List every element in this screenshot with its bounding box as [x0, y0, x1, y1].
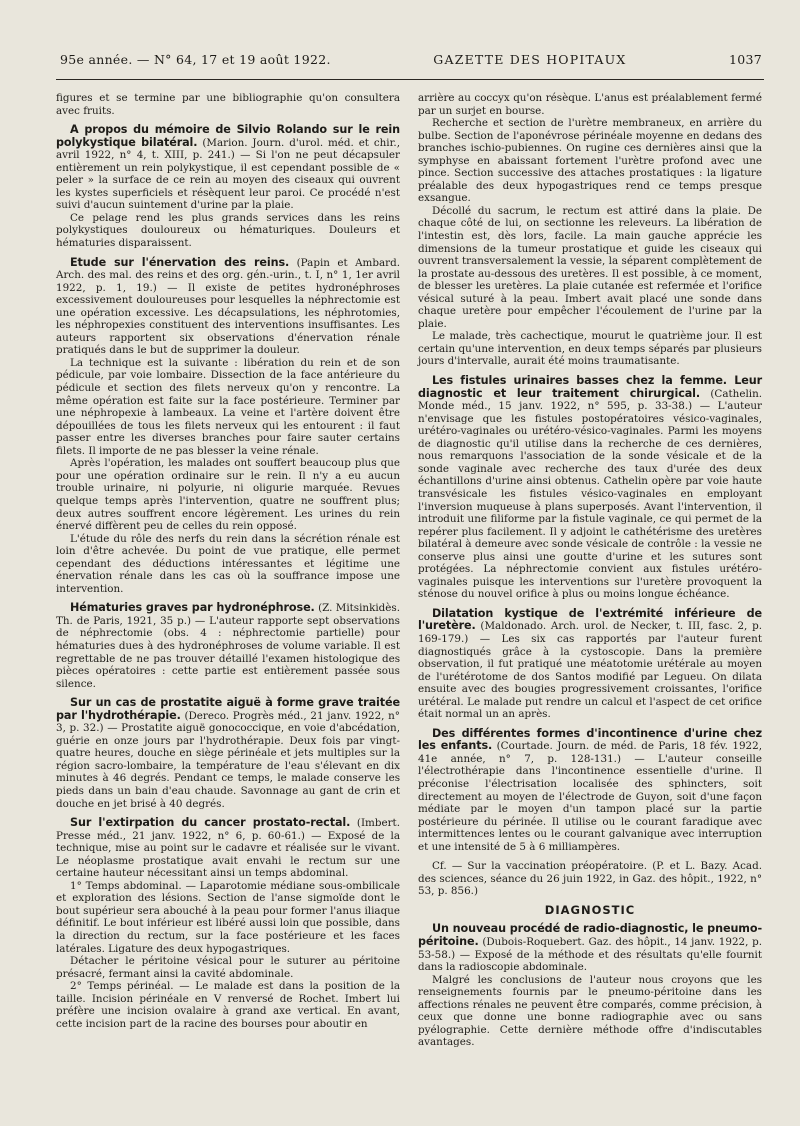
article-paragraph	[56, 602, 400, 690]
article-heading: Etude sur l'énervation des reins.	[70, 255, 290, 269]
article-heading: Les fistules urinaires basses chez la femme. Leur diagnostic et leur traitement chirurgical.	[418, 374, 762, 400]
header-rule	[56, 79, 764, 80]
article-paragraph	[56, 124, 400, 212]
article-paragraph	[56, 92, 400, 117]
page-header	[60, 52, 762, 74]
paragraph-text: — L'auteur conseille l'électrothérapie dans l'incontinence essentielle d'urine. Il préconise l'électrisation localisée des sphincters, soit directement au moyen de l'électrode de Guyon, soit d'une façon médiate par le moyen d'un tampon placé sur la partie postérieure du périnée. Il utilise ou le courant faradique avec intermittences lentes ou le courant galvanique avec interruption et une intensité de 5 à 6 milliampères.	[418, 752, 762, 853]
article-citation: (Cathelin. Monde méd., 15 janv. 1922, n° 595, p. 33-38.)	[418, 387, 763, 413]
paragraph-text: Décollé du sacrum, le rectum est attiré dans la plaie. De chaque côté de lui, on sectionne les releveurs. La libération de l'intestin est, dès lors, facile. La main gauche apprécie les dimensions de la tumeur prostatique et guide les ciseaux qui ouvrent transversalement la vessie, la séparent complètement de la prostate au-dessous des uretères. Il est possible, à ce moment, de blesser les uretères. La plaie cutanée est refermée et l'orifice vésical suturé à la peau. Imbert avait placé une sonde dans chaque uretère pour empêcher l'écoulement de l'urine par la plaie.	[418, 204, 762, 330]
article	[56, 817, 400, 1030]
article	[418, 728, 762, 853]
paragraph-text: L'étude du rôle des nerfs du rein dans la sécrétion rénale est loin d'être achevée. Du point de vue pratique, elle permet cependant des déductions intéressantes et légitime une énervation rénale dans les cas où la souffrance impose une intervention.	[56, 532, 400, 595]
paragraph-text: arrière au coccyx qu'on résèque. L'anus est préalablement fermé par un surjet en bourse.	[418, 92, 762, 117]
article-paragraph	[418, 608, 762, 721]
article-citation: (Dubois-Roquebert. Gaz. des hôpit., 14 janv. 1922, p. 53-58.)	[418, 936, 762, 961]
article	[56, 124, 400, 249]
article-heading: Dilatation kystique de l'extrémité inférieure de l'uretère.	[418, 606, 762, 633]
paragraph-text: 2° Temps périnéal. — Le malade est dans la position de la taille. Incision périnéale en V renversé de Rochet. Imbert lui préfère une incision ovalaire à grand axe vertical. En avant, cette incision part de la racine des bourses pour aboutir en	[56, 980, 400, 1030]
journal-title: GAZETTE DES HOPITAUX	[433, 52, 627, 67]
article-paragraph	[418, 728, 762, 853]
article-paragraph	[56, 533, 400, 596]
paragraph-text: La technique est la suivante : libération du rein et de son pédicule, par voie lombaire. Dissection de la face antérieure du pédicule et section des filets nerveux qu'on y rencontre. La même opération est faite sur la face postérieure. Terminer par une néphropexie à lambeaux. La veine et l'artère doivent être dépouillées de tous les filets nerveux qui les entourent : il faut passer entre les diverses branches pour faire sauter certains filets. Il importe de ne pas blesser la veine rénale.	[56, 356, 400, 457]
article	[56, 602, 400, 690]
paragraph-text: — Prostatite aiguë gonococcique, en voie d'abcédation, guérie en onze jours par l'hydrothérapie. Deux fois par vingt-quatre heures, douche en siège périnéale et jets multiples sur la région sacro-lombaire, la température de l'eau s'élevant en dix minutes à 46 degrés. Pendant ce temps, le malade conserve les pieds dans un bain d'eau chaude. Savonnage au gant de crin et douche en jet brisé à 40 degrés.	[56, 722, 400, 810]
article-paragraph	[418, 974, 762, 1049]
article	[418, 608, 762, 721]
article-paragraph	[418, 375, 762, 601]
paragraph-text: — Exposé de la technique, mise au point sur le cadavre et réalisée sur le vivant. Le néoplasme prostatique avait envahi le rectum sur une certaine hauteur nécessitant ainsi un temps abdominal.	[56, 829, 400, 880]
article-paragraph	[56, 880, 400, 955]
paragraph-text: — Si l'on ne peut décapsuler entièrement un rein polykystique, il est cependant possible de « peler » la surface de ce rein au moyen des ciseaux qui ouvrent les kystes superficiels et résèquent leur paroi. Ce procédé n'est suivi d'aucun suintement d'urine par la plaie.	[56, 149, 400, 212]
paragraph-text: Après l'opération, les malades ont souffert beaucoup plus que pour une opération ordinaire sur le rein. Il n'y a eu aucun trouble urinaire, ni polyurie, ni oligurie marquée. Revues quelque temps après l'intervention, quatre ne souffrent plus; deux autres souffrent encore légèrement. Les urines du rein énervé diffèrent peu de celles du rein opposé.	[56, 457, 400, 533]
issue-info: 95e année. — N° 64, 17 et 19 août 1922.	[60, 52, 331, 67]
section-heading: DIAGNOSTIC	[544, 902, 636, 917]
article-heading: Des différentes formes d'incontinence d'urine chez les enfants.	[418, 726, 762, 753]
paragraph-text: Malgré les conclusions de l'auteur nous croyons que les renseignements fournis par le pneumo-péritoine dans les affections rénales ne peuvent être comparés, comme précision, à ceux que donne une bonne radiographie avec ou sans pyélographie. Cette dernière méthode offre d'indiscutables avantages.	[418, 973, 762, 1049]
article-heading: A propos du mémoire de Silvio Rolando sur le rein polykystique bilatéral.	[56, 123, 400, 149]
article-citation: (Imbert. Presse méd., 21 janv. 1922, n° 6, p. 60-61.)	[56, 817, 400, 842]
article-citation: (Z. Mitsinkidès. Th. de Paris, 1921, 35 p.)	[56, 602, 401, 627]
article-citation: (Courtade. Journ. de méd. de Paris, 18 fév. 1922, 41e année, n° 7, p. 128-131.)	[418, 740, 762, 765]
article-paragraph	[418, 92, 762, 117]
article	[56, 92, 400, 117]
article	[418, 92, 762, 368]
paragraph-text: figures et se termine par une bibliographie qu'on consultera avec fruits.	[56, 92, 400, 117]
article-citation: (Marion. Journ. d'urol. méd. et chir., avril 1922, n° 4, t. XIII, p. 241.)	[56, 136, 400, 162]
paragraph-text: — L'auteur rapporte sept observations de néphrectomie (obs. 4 : néphrectomie partielle) pour hématuries dues à des hydronéphroses de volume variable. Il est regrettable de ne pas trouver détaillé l'examen histologique des pièces opératoires : cette partie est entièrement passée sous silence.	[56, 614, 400, 690]
article-paragraph	[56, 697, 400, 810]
article	[56, 697, 400, 810]
article-paragraph	[418, 860, 762, 898]
article-paragraph	[418, 923, 762, 973]
article-citation: (Maldonado. Arch. urol. de Necker, t. III, fasc. 2, p. 169-179.)	[418, 620, 762, 645]
left-column	[56, 92, 400, 1030]
paragraph-text: — Il existe de petites hydronéphroses excessivement douloureuses pour lesquelles la néphrectomie est une opération excessive. Les décapsulations, les néphrotomies, les néphropexies constituent des interventions insuffisantes. Les auteurs rapportent six observations d'énervation rénale pratiqués dans le but de supprimer la douleur.	[56, 281, 400, 357]
article-heading: Sur un cas de prostatite aiguë à forme grave traitée par l'hydrothérapie.	[56, 696, 400, 722]
article	[418, 860, 762, 898]
article-paragraph	[56, 212, 400, 250]
paragraph-text: — L'auteur n'envisage que les fistules postopératoires vésico-vaginales, urétéro-vaginales ou urétéro-vésico-vaginales. Parmi les moyens de diagnostic qu'il utilise dans la recherche de ces dernières, nous remarquons l'association de la sonde vésicale et de la sonde vaginale avec recherche des taux d'urée des deux échantillons d'urine ainsi obtenus. Cathelin opère par voie haute transvésicale les fistules vésico-vaginales en employant l'inversion muqueuse à plans superposés. Avant l'intervention, il introduit une filiforme par la fistule vaginale, ce qui permet de la repérer plus facilement. Il y adjoint le cathétérisme des uretères bilatéral à demeure avec sonde vésicale de contrôle : la vessie ne conserve plus ainsi une goutte d'urine et les sutures sont protégées. La néphrectomie convient aux fistules urétéro-vaginales puisque les interventions sur l'uretère provoquent la sténose du nouvel orifice à plus ou moins longue échéance.	[418, 400, 762, 601]
article-paragraph	[56, 980, 400, 1030]
article-paragraph	[56, 257, 400, 357]
paragraph-text: Cf. — Sur la vaccination préopératoire. (P. et L. Bazy. Acad. des sciences, séance du 26 juin 1922, in Gaz. des hôpit., 1922, n° 53, p. 856.)	[418, 860, 762, 898]
paragraph-text: 1° Temps abdominal. — Laparotomie médiane sous-ombilicale et exploration des lésions. Section de l'anse sigmoïde dont le bout supérieur sera abouché à la peau pour former l'anus iliaque définitif. Le bout inférieur est libéré aussi loin que possible, dans la direction du rectum, sur la face postérieure et les faces latérales. Ligature des deux hypogastriques.	[56, 879, 400, 955]
article	[418, 375, 762, 601]
article-paragraph	[56, 817, 400, 880]
paragraph-text: Ce pelage rend les plus grands services dans les reins polykystiques douloureux ou hématuriques. Douleurs et hématuries disparaissent.	[56, 211, 400, 250]
paragraph-text: Détacher le péritoine vésical pour le suturer au péritoine présacré, fermant ainsi la cavité abdominale.	[56, 955, 400, 980]
article	[56, 257, 400, 596]
article-paragraph	[56, 357, 400, 457]
article-heading: Un nouveau procédé de radio-diagnostic, le pneumo-péritoine.	[418, 922, 762, 948]
article-citation: (Papin et Ambard. Arch. des mal. des reins et des org. gén.-urin., t. I, n° 1, 1er avril 1922, p. 1, 19.)	[56, 256, 400, 294]
paragraph-text: — Exposé de la méthode et des résultats qu'elle fournit dans la radioscopie abdominale.	[418, 948, 762, 974]
article-citation: (Dereco. Progrès méd., 21 janv. 1922, n° 3, p. 32.)	[56, 709, 400, 735]
article-paragraph	[56, 955, 400, 980]
article-paragraph	[418, 205, 762, 330]
page-number: 1037	[728, 52, 762, 67]
article-heading: Sur l'extirpation du cancer prostato-rectal.	[70, 816, 351, 830]
article-heading: Hématuries graves par hydronéphrose.	[70, 601, 315, 615]
article-paragraph	[418, 117, 762, 205]
article-paragraph	[418, 330, 762, 368]
article-paragraph	[56, 457, 400, 532]
right-column	[418, 92, 762, 1049]
article	[418, 923, 762, 1048]
paragraph-text: — Les six cas rapportés par l'auteur furent diagnostiqués grâce à la cystoscopie. Dans la première observation, il fut pratiqué une méatotomie urétérale au moyen de l'urétérotome de dos Santos modifié par Legueu. On dilata ensuite avec des bougies progressivement croissantes, l'orifice urétéral. Le malade put rendre un calcul et l'aspect de cet orifice était normal un an après.	[418, 632, 762, 721]
paragraph-text: Le malade, très cachectique, mourut le quatrième jour. Il est certain qu'une intervention, en deux temps séparés par plusieurs jours d'intervalle, aurait été moins traumatisante.	[418, 330, 762, 368]
paragraph-text: Recherche et section de l'urètre membraneux, en arrière du bulbe. Section de l'aponévrose périnéale moyenne en dedans des branches ischio-pubiennes. On rugine ces dernières ainsi que la symphyse en abaissant fortement l'urètre profond avec une pince. Section successive des attaches prostatiques : la ligature préalable des deux hypogastriques rend ce temps presque exsangue.	[418, 117, 762, 205]
